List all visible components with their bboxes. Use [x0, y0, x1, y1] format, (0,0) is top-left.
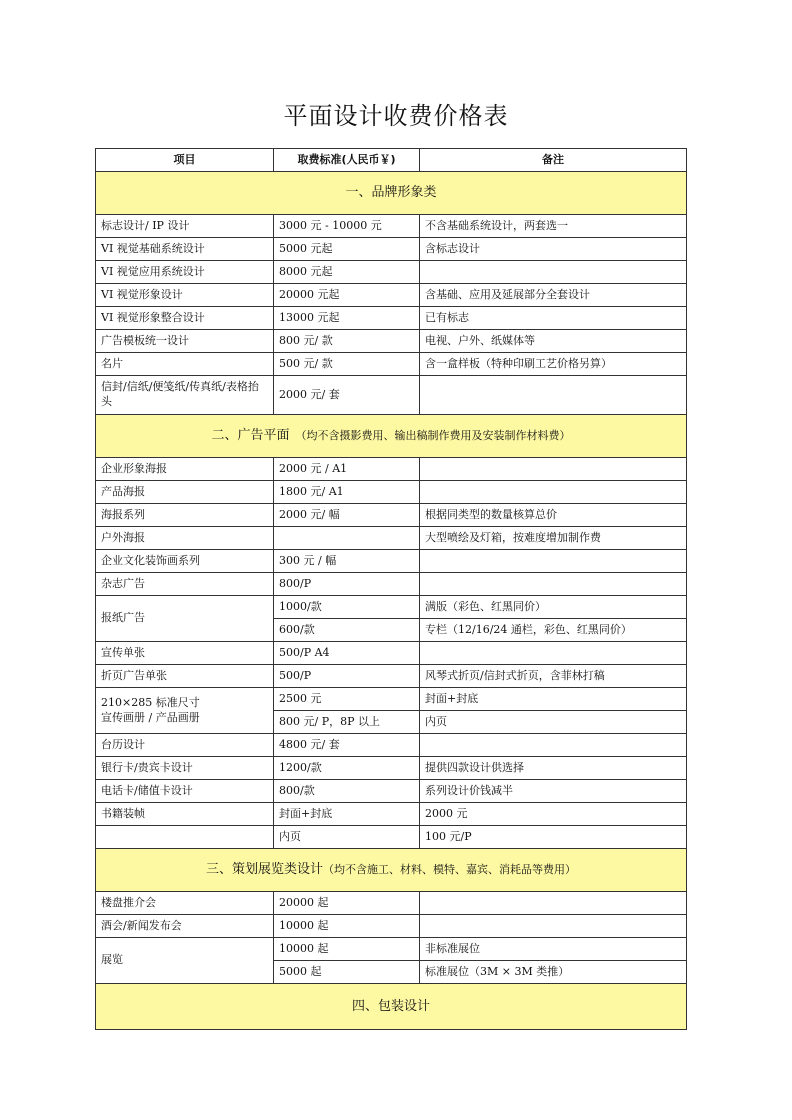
note-cell: 大型喷绘及灯箱，按难度增加制作费: [420, 527, 687, 550]
item-cell: VI 视觉基础系统设计: [96, 238, 274, 261]
section-title: 一、品牌形象类: [345, 185, 437, 201]
note-cell: 专栏（12/16/24 通栏，彩色、红黑同价）: [420, 619, 687, 642]
page-title: 平面设计收费价格表: [283, 102, 509, 130]
section-title: 二、广告平面: [211, 428, 290, 444]
table-row: [96, 688, 687, 711]
item-cell: 楼盘推介会: [96, 892, 274, 915]
note-cell: 含基础、应用及延展部分全套设计: [420, 284, 687, 307]
item-cell: [96, 688, 274, 734]
price-cell: 600/款: [274, 619, 420, 642]
price-cell: 20000 元起: [274, 284, 420, 307]
price-cell: 4800 元/ 套: [274, 734, 420, 757]
table-row: [96, 915, 687, 938]
item-cell: 酒会/新闻发布会: [96, 915, 274, 938]
price-cell: 2000 元 / A1: [274, 458, 420, 481]
table-row: [96, 642, 687, 665]
note-cell: 非标准展位: [420, 938, 687, 961]
price-cell: 300 元 / 幅: [274, 550, 420, 573]
price-cell: 800/款: [274, 780, 420, 803]
table-row: [96, 261, 687, 284]
item-cell: 产品海报: [96, 481, 274, 504]
item-cell: 户外海报: [96, 527, 274, 550]
table-row: [96, 527, 687, 550]
note-cell: 提供四款设计供选择: [420, 757, 687, 780]
note-cell: 不含基础系统设计，两套选一: [420, 215, 687, 238]
note-cell: 系列设计价钱减半: [420, 780, 687, 803]
price-cell: 20000 起: [274, 892, 420, 915]
section-title-events: [96, 849, 687, 892]
item-cell: 名片: [96, 353, 274, 376]
note-cell: 电视、户外、纸媒体等: [420, 330, 687, 353]
note-cell: 封面+封底: [420, 688, 687, 711]
item-cell: [96, 826, 274, 849]
price-cell: 500/P A4: [274, 642, 420, 665]
price-cell: 500/P: [274, 665, 420, 688]
price-cell: 2500 元: [274, 688, 420, 711]
price-cell: [274, 527, 420, 550]
table-row: [96, 938, 687, 961]
note-cell: 2000 元: [420, 803, 687, 826]
price-table: [95, 148, 687, 1030]
item-cell: 标志设计/ IP 设计: [96, 215, 274, 238]
price-cell: 封面+封底: [274, 803, 420, 826]
item-cell: VI 视觉形象整合设计: [96, 307, 274, 330]
price-cell: 800 元/ P，8P 以上: [274, 711, 420, 734]
table-row: [96, 826, 687, 849]
item-line: 宣传画册 / 产品画册: [101, 710, 200, 724]
note-cell: [420, 573, 687, 596]
price-cell: 1200/款: [274, 757, 420, 780]
section-title-packaging: [96, 984, 687, 1030]
table-row: [96, 892, 687, 915]
note-cell: 内页: [420, 711, 687, 734]
note-cell: 100 元/P: [420, 826, 687, 849]
note-cell: 满版（彩色、红黑同价）: [420, 596, 687, 619]
note-cell: [420, 892, 687, 915]
price-cell: 1800 元/ A1: [274, 481, 420, 504]
section-note: （均不含施工、材料、模特、嘉宾、消耗品等费用）: [323, 863, 576, 877]
note-cell: [420, 550, 687, 573]
note-cell: 标准展位（3M × 3M 类推）: [420, 961, 687, 984]
note-cell: [420, 261, 687, 284]
section-note: （均不含摄影费用、输出稿制作费用及安装制作材料费）: [295, 429, 571, 443]
item-cell: 电话卡/储值卡设计: [96, 780, 274, 803]
section-title-brand: [96, 172, 687, 215]
table-header-row: [96, 149, 687, 172]
table-row: [96, 353, 687, 376]
item-cell: 杂志广告: [96, 573, 274, 596]
table-row: [96, 596, 687, 619]
table-row: [96, 330, 687, 353]
item-cell: 海报系列: [96, 504, 274, 527]
price-cell: 800/P: [274, 573, 420, 596]
column-header-item: 项目: [96, 149, 274, 172]
section-header: [96, 415, 687, 458]
table-row: [96, 665, 687, 688]
table-row: [96, 803, 687, 826]
item-cell: 银行卡/贵宾卡设计: [96, 757, 274, 780]
note-cell: 已有标志: [420, 307, 687, 330]
price-cell: 10000 起: [274, 938, 420, 961]
item-cell: 企业形象海报: [96, 458, 274, 481]
section-header: [96, 849, 687, 892]
table-row: [96, 458, 687, 481]
item-cell: VI 视觉形象设计: [96, 284, 274, 307]
table-row: [96, 780, 687, 803]
note-cell: [420, 642, 687, 665]
table-row: [96, 284, 687, 307]
note-cell: [420, 915, 687, 938]
item-cell: 书籍装帧: [96, 803, 274, 826]
note-cell: 含一盒样板（特种印刷工艺价格另算）: [420, 353, 687, 376]
note-cell: 含标志设计: [420, 238, 687, 261]
section-header: [96, 984, 687, 1030]
section-title: 三、策划展览类设计: [205, 862, 323, 878]
column-header-price: 取费标准(人民币￥): [274, 149, 420, 172]
item-cell: 展览: [96, 938, 274, 984]
table-row: [96, 573, 687, 596]
table-row: [96, 215, 687, 238]
table-row: [96, 550, 687, 573]
column-header-note: 备注: [420, 149, 687, 172]
item-cell: 信封/信纸/便笺纸/传真纸/表格抬头: [96, 376, 274, 415]
note-cell: [420, 376, 687, 415]
item-cell: 广告模板统一设计: [96, 330, 274, 353]
price-cell: 5000 起: [274, 961, 420, 984]
item-cell: 报纸广告: [96, 596, 274, 642]
item-cell: 企业文化装饰画系列: [96, 550, 274, 573]
price-cell: 13000 元起: [274, 307, 420, 330]
price-cell: 1000/款: [274, 596, 420, 619]
item-line: 210×285 标准尺寸: [101, 695, 200, 709]
section-title: 四、包装设计: [351, 998, 430, 1014]
note-cell: 根据同类型的数量核算总价: [420, 504, 687, 527]
price-cell: 3000 元 - 10000 元: [274, 215, 420, 238]
section-title-ads: [96, 415, 687, 458]
price-cell: 800 元/ 款: [274, 330, 420, 353]
price-cell: 5000 元起: [274, 238, 420, 261]
price-cell: 2000 元/ 套: [274, 376, 420, 415]
table-row: [96, 504, 687, 527]
price-cell: 500 元/ 款: [274, 353, 420, 376]
price-cell: 内页: [274, 826, 420, 849]
note-cell: [420, 458, 687, 481]
table-row: [96, 757, 687, 780]
table-row: [96, 734, 687, 757]
note-cell: [420, 734, 687, 757]
item-cell: 折页广告单张: [96, 665, 274, 688]
table-row: [96, 307, 687, 330]
section-header: [96, 172, 687, 215]
table-row: [96, 481, 687, 504]
item-cell: 台历设计: [96, 734, 274, 757]
note-cell: [420, 481, 687, 504]
item-cell: VI 视觉应用系统设计: [96, 261, 274, 284]
table-row: [96, 238, 687, 261]
price-cell: 8000 元起: [274, 261, 420, 284]
item-cell: 宣传单张: [96, 642, 274, 665]
price-cell: 2000 元/ 幅: [274, 504, 420, 527]
table-row: [96, 376, 687, 415]
note-cell: 风琴式折页/信封式折页，含菲林打稿: [420, 665, 687, 688]
price-cell: 10000 起: [274, 915, 420, 938]
